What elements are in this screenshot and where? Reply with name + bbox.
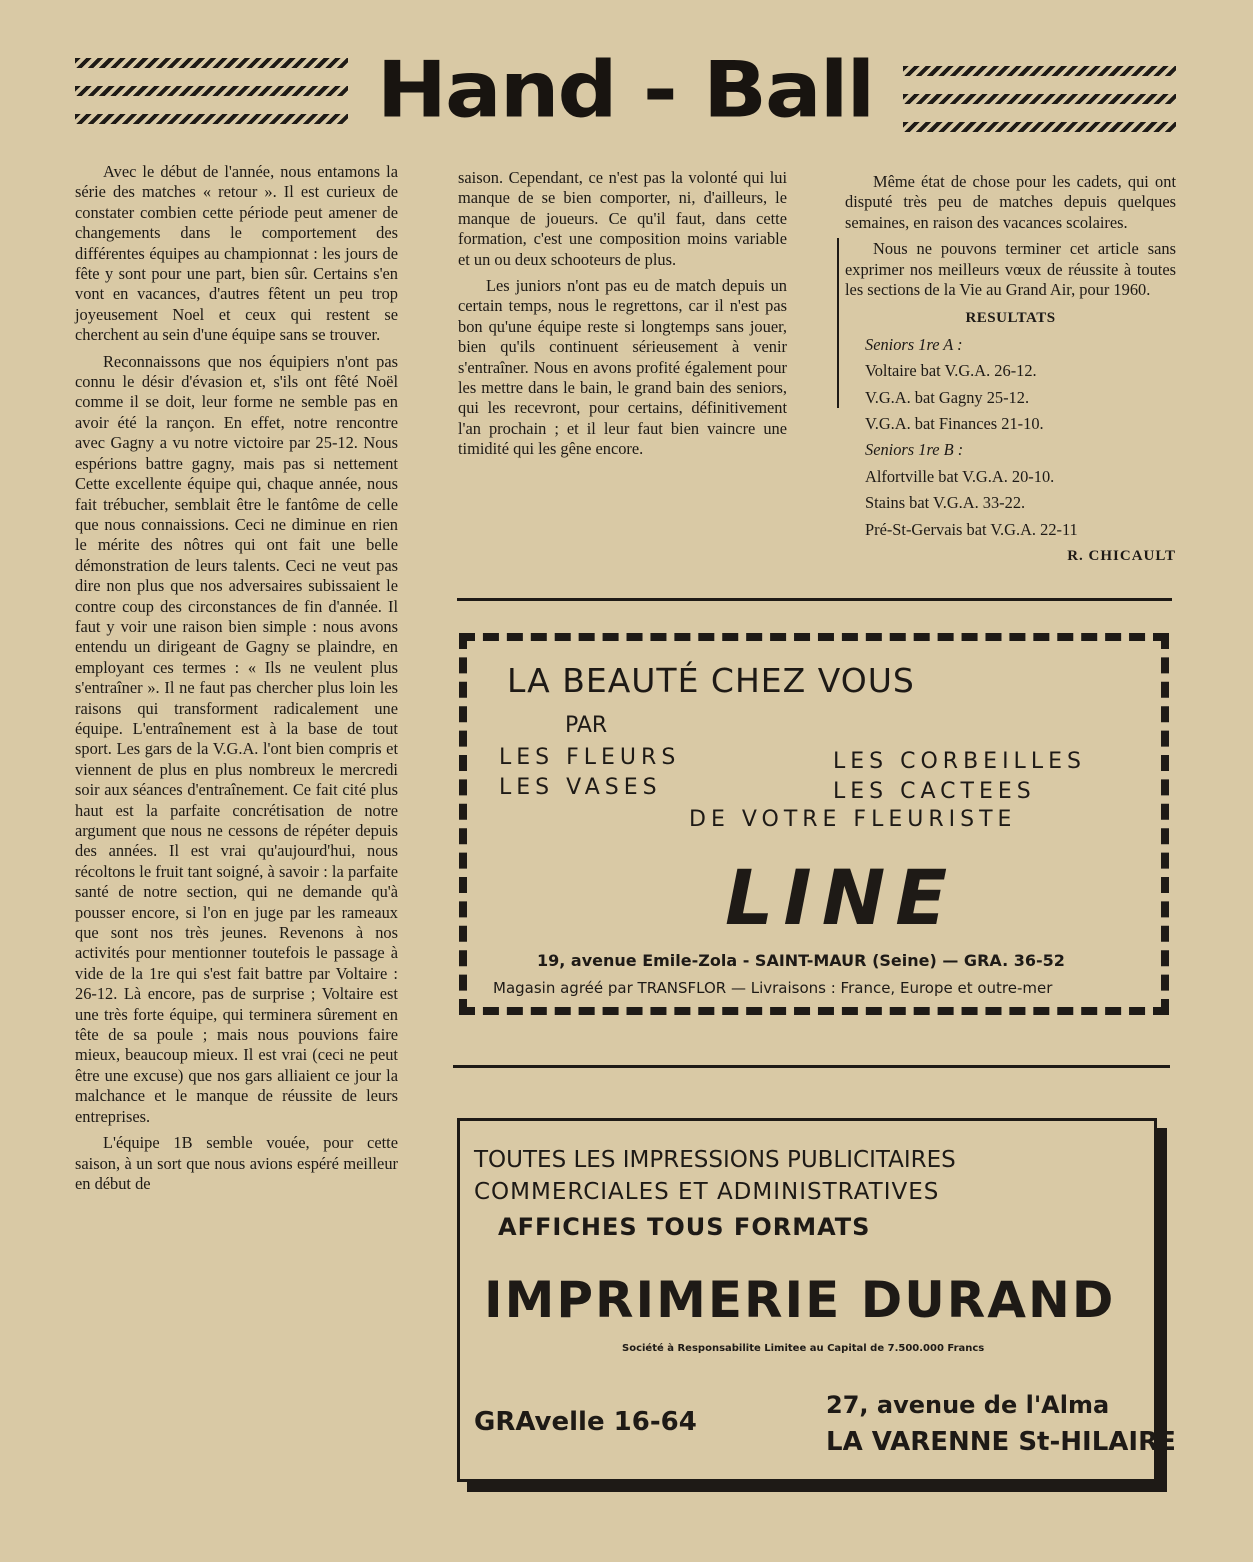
article-column-3 bbox=[845, 172, 1176, 567]
printer-legal: Société à Responsabilite Limitee au Capital de 7.500.000 Francs bbox=[622, 1343, 985, 1354]
florist-brand: LINE bbox=[725, 853, 958, 942]
florist-advertisement bbox=[459, 633, 1169, 1015]
article-paragraph: Même état de chose pour les cadets, qui ont disputé très peu de matches depuis quelques semaines, en raison des vacances scolaires. bbox=[845, 172, 1176, 232]
header-ornament-left-1 bbox=[75, 58, 348, 68]
header-ornament-right-2 bbox=[903, 94, 1176, 104]
section-divider bbox=[457, 598, 1172, 601]
article-signature: R. CHICAULT bbox=[1067, 548, 1176, 565]
results-block bbox=[845, 308, 1176, 566]
florist-note: Magasin agréé par TRANSFLOR — Livraisons : France, Europe et outre-mer bbox=[493, 979, 1053, 997]
article-column-2 bbox=[458, 168, 787, 460]
column-divider bbox=[837, 238, 839, 408]
results-group-label: Seniors 1re B : bbox=[865, 440, 964, 460]
florist-item: LES FLEURS bbox=[499, 745, 681, 770]
result-line: Voltaire bat V.G.A. 26-12. bbox=[865, 361, 1037, 381]
florist-subline: DE VOTRE FLEURISTE bbox=[689, 807, 1017, 832]
result-line: Stains bat V.G.A. 33-22. bbox=[865, 493, 1026, 513]
section-divider bbox=[453, 1065, 1170, 1068]
printer-advertisement bbox=[457, 1118, 1176, 1482]
florist-item: LES CORBEILLES bbox=[833, 749, 1086, 774]
header-ornament-left-2 bbox=[75, 86, 348, 96]
printer-line-2: COMMERCIALES ET ADMINISTRATIVES bbox=[474, 1179, 940, 1205]
printer-line-1: TOUTES LES IMPRESSIONS PUBLICITAIRES bbox=[474, 1147, 956, 1173]
article-paragraph: Reconnaissons que nos équipiers n'ont pas connu le désir d'évasion et, s'ils ont fêté Noël comme il se doit, leur forme ne semble pas en avoir été la rançon. En effet, notre rencontre avec Gagny a vu notre victoire par 25-12. Nous espérions battre gagny, mais pas si nettement Cette excellente équipe qui, chaque année, nous fait trébucher, semblait être le fantôme de celle que nous connaissions. Ceci ne diminue en rien le mérite des nôtres qui ont fait une belle démonstration de leurs talents. Ceci ne veut pas dire non plus que nos adversaires subissaient le contre coup des circonstances de fin d'année. Il faut y voir une raison bien simple : nous avons entendu un dirigeant de Gagny se plaindre, en employant ces termes : « Ils ne veulent plus s'entraîner ». Il ne faut pas chercher plus loin les raisons qui transforment radicalement une équipe. L'entraînement est à la base de tout sport. Les gars de la V.G.A. l'ont bien compris et viennent de plus en plus nombreux le mercredi soir aux séances d'entraînement. Ce fait cité plus haut est la parfaite concrétisation de notre argument que nous ne cessons de répéter depuis des années. Il est vrai qu'aujourd'hui, nous récoltons le fruit tant soigné, à savoir : la parfaite santé de notre section, qui ne demande qu'à pousser encore, si l'on en juge par les rameaux que sont nos très jeunes. Revenons à nos activités pour mentionner toutefois le passage à vide de la 1re qui s'est fait battre par Voltaire : 26-12. Là encore, pas de surprise ; Voltaire est une très forte équipe, qui terminera sûrement en tête de sa poule ; mais nous pouvions faire mieux, beaucoup mieux. Il est vrai (ceci ne peut être une excuse) que nos gars alliaient ce jour la malchance et le manque de réussite de leurs entreprises. bbox=[75, 351, 398, 1126]
result-line: Pré-St-Gervais bat V.G.A. 22-11 bbox=[865, 519, 1078, 539]
page-title: Hand - Ball bbox=[376, 44, 874, 136]
florist-par: PAR bbox=[565, 713, 608, 738]
florist-item: LES CACTEES bbox=[833, 779, 1036, 804]
florist-address: 19, avenue Emile-Zola - SAINT-MAUR (Seine) — GRA. 36-52 bbox=[537, 951, 1065, 970]
printer-address-1: 27, avenue de l'Alma bbox=[826, 1391, 1110, 1419]
printer-address-2: LA VARENNE St-HILAIRE bbox=[826, 1427, 1176, 1457]
results-title: RESULTATS bbox=[965, 310, 1056, 327]
article-paragraph: L'équipe 1B semble vouée, pour cette saison, à un sort que nous avions espéré meilleur en début de bbox=[75, 1133, 398, 1193]
printer-name: IMPRIMERIE DURAND bbox=[484, 1271, 1116, 1329]
article-column-1 bbox=[75, 162, 398, 1194]
florist-headline: LA BEAUTÉ CHEZ VOUS bbox=[507, 661, 915, 700]
header-ornament-right-3 bbox=[903, 122, 1176, 132]
article-paragraph: Les juniors n'ont pas eu de match depuis un certain temps, nous le regrettons, car il n'est pas bon qu'une équipe reste si longtemps sans jouer, bien qu'ils continuent sérieusement à venir s'entraîner. Nous en avons profité également pour les mettre dans le bain, le grand bain des seniors, qui les recevront, pour certains, définitivement l'an prochain ; et il leur faut bien vaincre une timidité qui les gêne encore. bbox=[458, 276, 787, 459]
article-paragraph: Nous ne pouvons terminer cet article sans exprimer nos meilleurs vœux de réussite à toutes les sections de la Vie au Grand Air, pour 1960. bbox=[845, 239, 1176, 300]
printer-line-3: AFFICHES TOUS FORMATS bbox=[498, 1213, 871, 1241]
result-line: V.G.A. bat Gagny 25-12. bbox=[865, 387, 1030, 407]
header-ornament-right-1 bbox=[903, 66, 1176, 76]
results-group-label: Seniors 1re A : bbox=[865, 334, 963, 354]
result-line: Alfortville bat V.G.A. 20-10. bbox=[865, 466, 1055, 486]
header-ornament-left-3 bbox=[75, 114, 348, 124]
article-paragraph: saison. Cependant, ce n'est pas la volonté qui lui manque de se bien comporter, ni, d'ailleurs, le manque de joueurs. Ce qu'il faut, dans cette formation, c'est une composition moins variable et un ou deux schooteurs de plus. bbox=[458, 168, 787, 269]
result-line: V.G.A. bat Finances 21-10. bbox=[865, 414, 1044, 434]
printer-phone: GRAvelle 16-64 bbox=[474, 1407, 697, 1437]
florist-item: LES VASES bbox=[499, 775, 662, 800]
article-paragraph: Avec le début de l'année, nous entamons la série des matches « retour ». Il est curieux de constater combien cette période peut amener de changements dans le comportement des différentes équipes au championnat : les jours de fête y sont pour une part, bien sûr. Certains s'en vont en vacances, d'autres fêtent un peu trop joyeusement Noel et ceux qui restent se cherchent au sein d'une équipe sans se trouver. bbox=[75, 162, 398, 345]
